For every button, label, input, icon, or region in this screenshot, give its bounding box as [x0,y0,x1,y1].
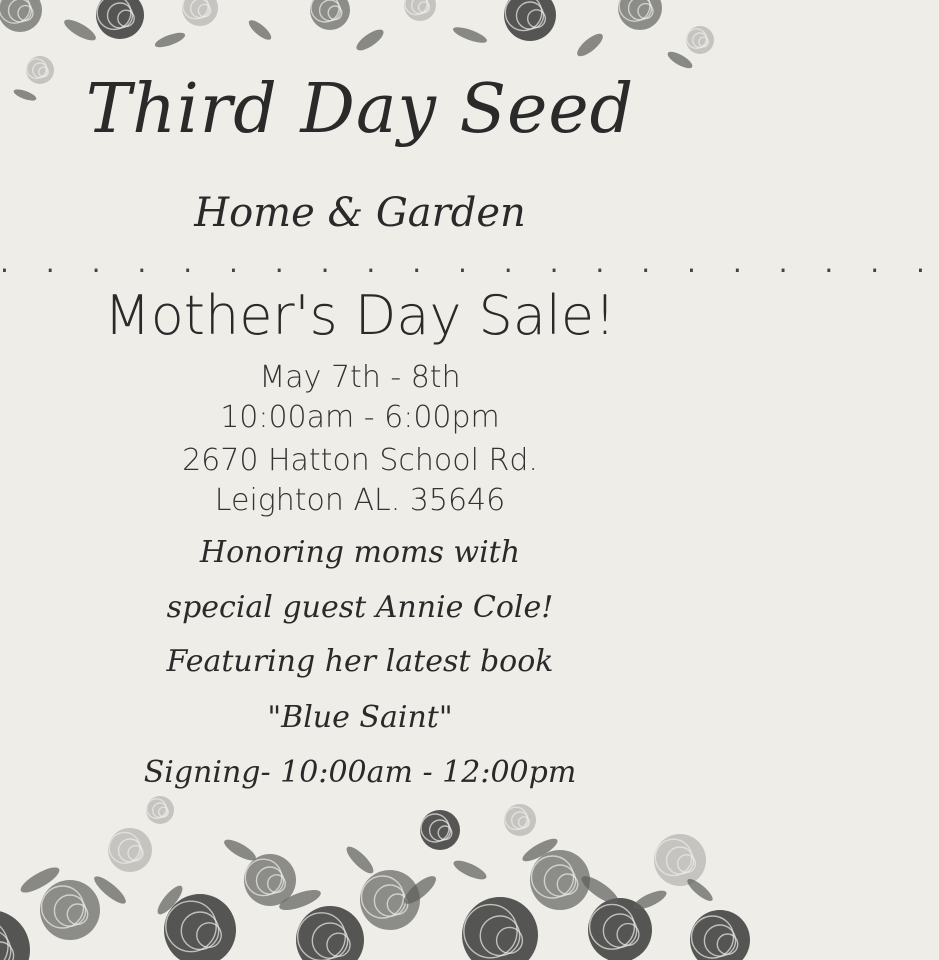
city-address: Leighton AL. 35646 [214,483,506,518]
bottom-floral-garland-icon [0,790,720,960]
dotted-divider: . . . . . . . . . . . . . . . . . . . . . [0,246,939,279]
sale-dates: May 7th - 8th [259,360,461,395]
promo-line-3: Featuring her latest book [166,644,554,679]
sale-hours: 10:00am - 6:00pm [220,400,500,435]
signing-time: Signing- 10:00am - 12:00pm [143,755,577,790]
poster-subtitle: Home & Garden [194,190,526,236]
poster-title: Third Day Seed [85,70,635,149]
promo-line-2: special guest Annie Cole! [166,590,554,625]
promo-line-1: Honoring moms with [199,535,521,570]
sale-headline: Mother's Day Sale! [104,284,616,347]
street-address: 2670 Hatton School Rd. [182,443,538,478]
book-title: "Blue Saint" [267,700,453,735]
